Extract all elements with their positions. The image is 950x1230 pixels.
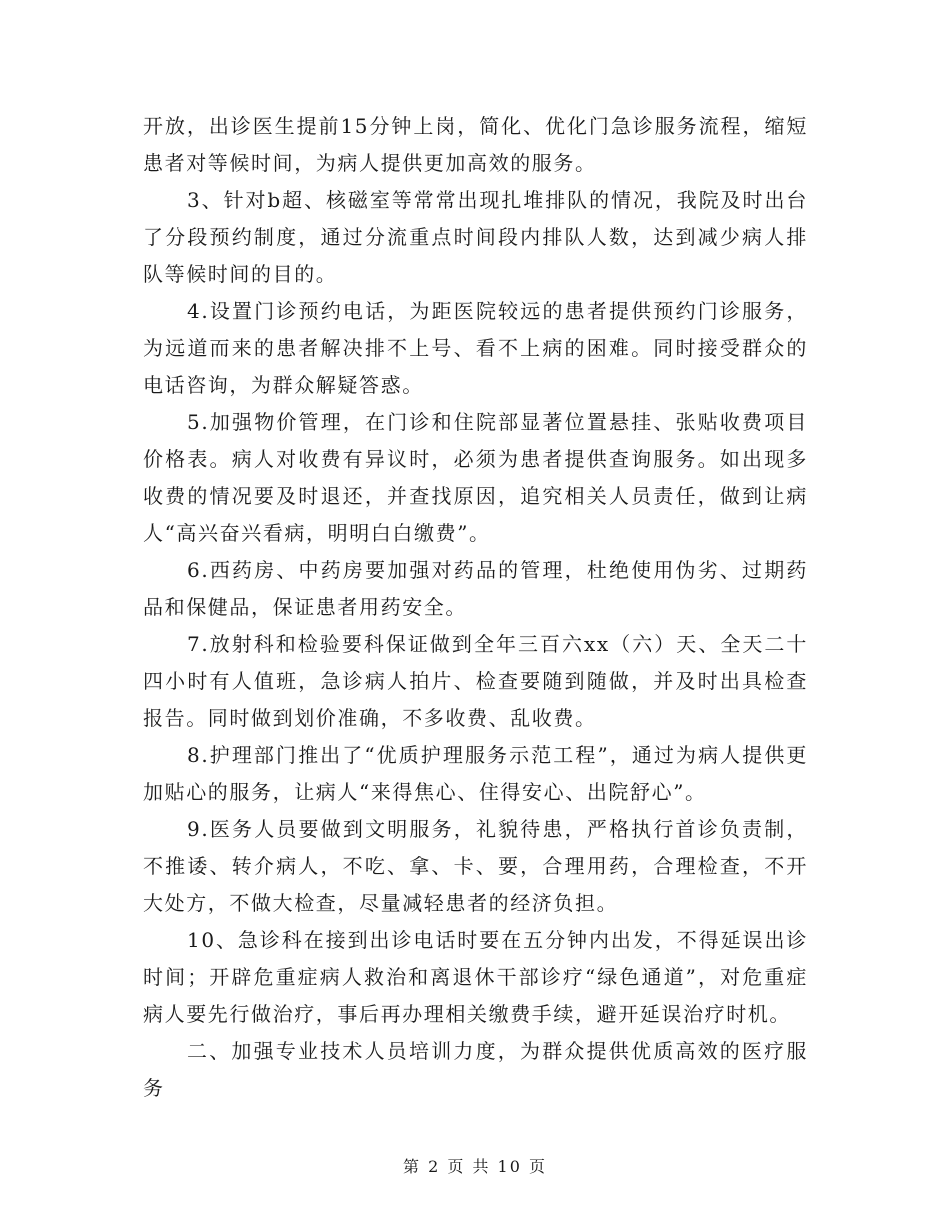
paragraph-2: 3、针对b超、核磁室等常常出现扎堆排队的情况，我院及时出台了分段预约制度，通过分流重点时间段内排队人数，达到减少病人排队等候时间的目的。: [143, 188, 808, 286]
paragraph-5: 6.西药房、中药房要加强对药品的管理，杜绝使用伪劣、过期药品和保健品，保证患者用药安全。: [143, 558, 808, 619]
paragraph-9: 10、急诊科在接到出诊电话时要在五分钟内出发，不得延误出诊时间；开辟危重症病人救治和离退休干部诊疗“绿色通道”，对危重症病人要先行做治疗，事后再办理相关缴费手续，避开延误治疗时机。: [143, 928, 808, 1026]
document-body: [143, 108, 808, 1107]
paragraph-4: 5.加强物价管理，在门诊和住院部显著位置悬挂、张贴收费项目价格表。病人对收费有异议时，必须为患者提供查询服务。如出现多收费的情况要及时退还，并查找原因，追究相关人员责任，做到让病人“高兴奋兴看病，明明白白缴费”。: [143, 410, 808, 545]
paragraph-1: 开放，出诊医生提前15分钟上岗，简化、优化门急诊服务流程，缩短患者对等候时间，为病人提供更加高效的服务。: [143, 114, 808, 175]
paragraph-3: 4.设置门诊预约电话，为距医院较远的患者提供预约门诊服务，为远道而来的患者解决排不上号、看不上病的困难。同时接受群众的电话咨询，为群众解疑答惑。: [143, 299, 808, 397]
page-number: 第 2 页 共 10 页: [403, 1157, 547, 1176]
paragraph-6: 7.放射科和检验要科保证做到全年三百六xx（六）天、全天二十四小时有人值班，急诊病人拍片、检查要随到随做，并及时出具检查报告。同时做到划价准确，不多收费、乱收费。: [143, 632, 808, 730]
section-heading: 二、加强专业技术人员培训力度，为群众提供优质高效的医疗服务: [143, 1039, 808, 1100]
paragraph-8: 9.医务人员要做到文明服务，礼貌待患，严格执行首诊负责制，不推诿、转介病人，不吃、拿、卡、要，合理用药，合理检查，不开大处方，不做大检查，尽量减轻患者的经济负担。: [143, 817, 808, 915]
paragraph-7: 8.护理部门推出了“优质护理服务示范工程”，通过为病人提供更加贴心的服务，让病人“来得焦心、住得安心、出院舒心”。: [143, 743, 808, 804]
